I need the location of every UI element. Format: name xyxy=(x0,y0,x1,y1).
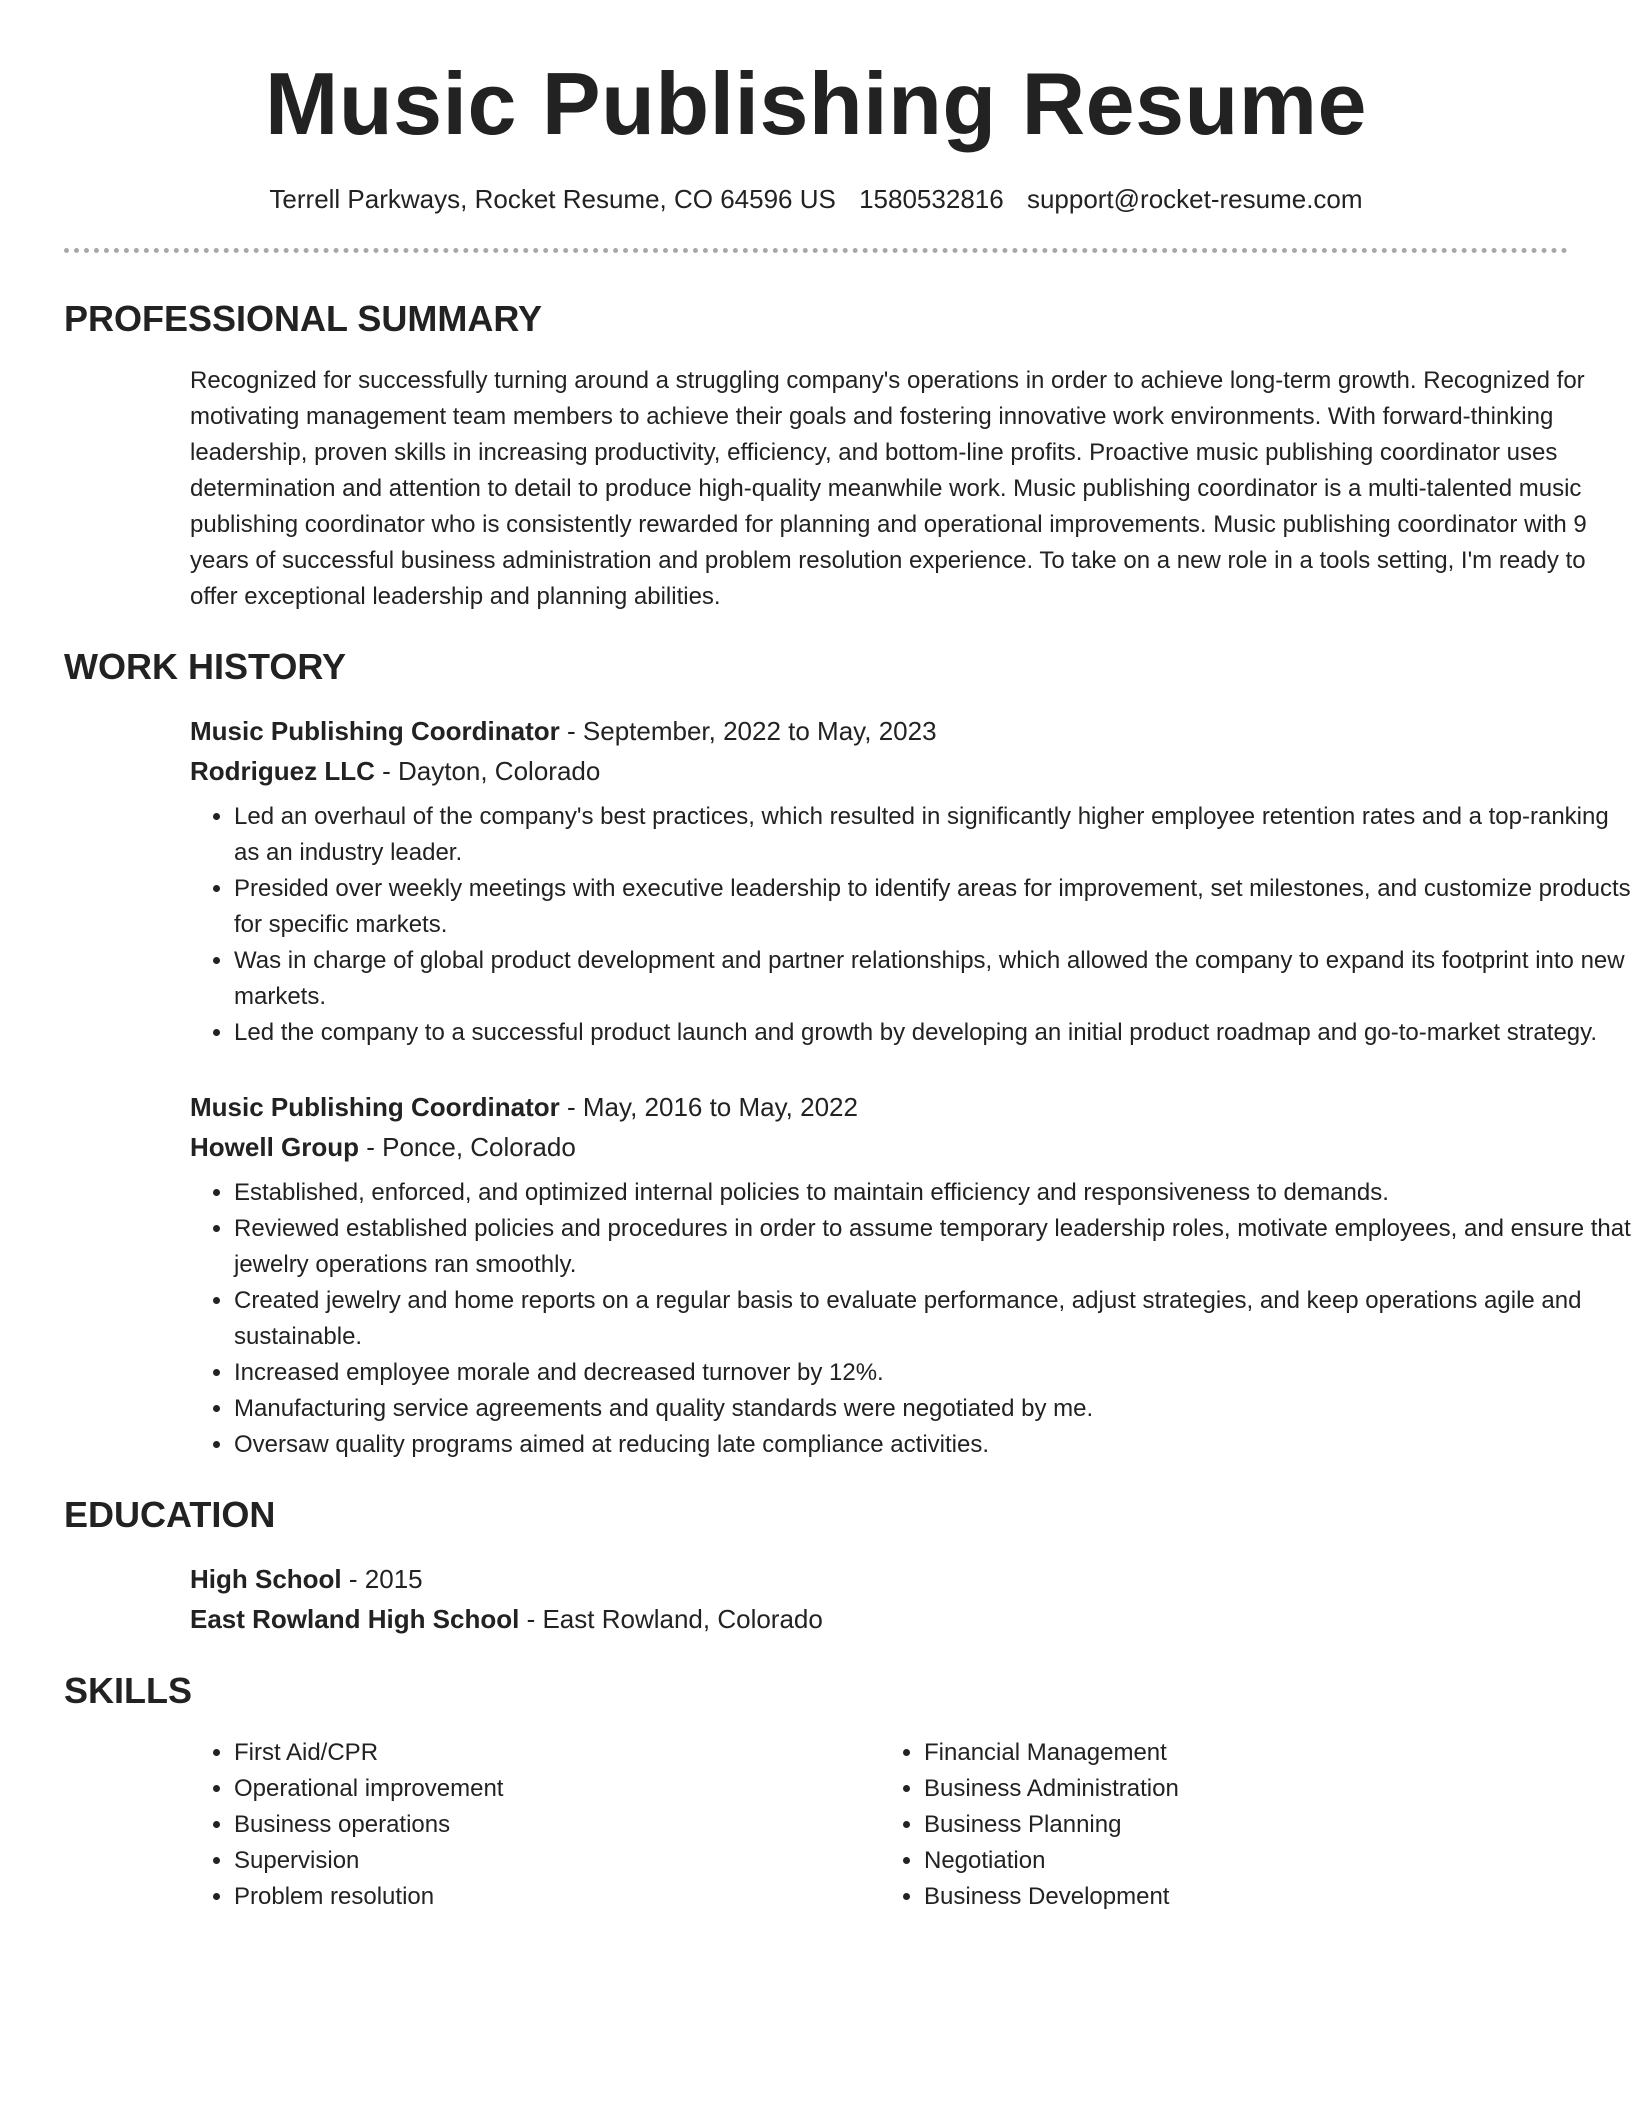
job-bullets xyxy=(190,1175,1632,1463)
list-item: • Was in charge of global product development and partner relationships, which allowed the company to expand its footprint into new markets. xyxy=(234,943,1632,1015)
summary-text: Recognized for successfully turning around a struggling company's operations in order to achieve long-term growth. Recognized for motivating management team members to achieve their goals and fostering innovative work environments. With forward-thinking leadership, proven skills in increasing productivity, efficiency, and bottom-line profits. Proactive music publishing coordinator uses determination and attention to detail to produce high-quality meanwhile work. Music publishing coordinator is a multi-talented music publishing coordinator who is consistently rewarded for planning and operational improvements. Music publishing coordinator with 9 years of successful business administration and problem resolution experience. To take on a new role in a tools setting, I'm ready to offer exceptional leadership and planning abilities. xyxy=(190,367,1587,610)
job-company-line xyxy=(190,1127,1568,1167)
job-title: Music Publishing Coordinator xyxy=(190,1092,560,1122)
education-location: - East Rowland, Colorado xyxy=(519,1604,823,1634)
job-entry xyxy=(190,711,1631,1051)
contact-email: support@rocket-resume.com xyxy=(1026,184,1363,214)
education-degree-line xyxy=(190,1559,1568,1599)
section-heading-education: EDUCATION xyxy=(64,1494,276,1535)
section-heading-summary: PROFESSIONAL SUMMARY xyxy=(64,298,543,339)
list-item: • Increased employee morale and decreased turnover by 12%. xyxy=(234,1355,1632,1391)
list-item: • Established, enforced, and optimized internal policies to maintain efficiency and responsiveness to demands. xyxy=(234,1175,1632,1211)
skills-column-left xyxy=(190,1735,880,1915)
contact-line xyxy=(64,182,1568,216)
list-item: • Reviewed established policies and procedures in order to assume temporary leadership roles, motivate employees, and ensure that jewelry operations ran smoothly. xyxy=(234,1211,1632,1283)
job-bullets xyxy=(190,799,1632,1051)
job-title: Music Publishing Coordinator xyxy=(190,716,560,746)
skills-grid xyxy=(190,1735,1570,1915)
job-dates: - May, 2016 to May, 2022 xyxy=(559,1092,858,1122)
job-company: Rodriguez LLC xyxy=(190,756,375,786)
list-item: • Led the company to a successful product launch and growth by developing an initial product roadmap and go-to-market strategy. xyxy=(234,1015,1632,1051)
skill-item: • Business operations xyxy=(234,1807,880,1843)
section-heading-work-history: WORK HISTORY xyxy=(64,646,347,687)
contact-phone: 1580532816 xyxy=(859,184,1004,214)
job-company-line xyxy=(190,751,1568,791)
skill-item: • Operational improvement xyxy=(234,1771,880,1807)
job-location: - Ponce, Colorado xyxy=(359,1132,576,1162)
skill-item: • Problem resolution xyxy=(234,1879,880,1915)
skill-item: • Negotiation xyxy=(924,1843,1570,1879)
work-history-list xyxy=(190,711,1631,1463)
job-company: Howell Group xyxy=(190,1132,359,1162)
section-heading-skills: SKILLS xyxy=(64,1670,193,1711)
skill-item: • Supervision xyxy=(234,1843,880,1879)
list-item: • Led an overhaul of the company's best practices, which resulted in significantly higher employee retention rates and a top-ranking as an industry leader. xyxy=(234,799,1632,871)
list-item: • Created jewelry and home reports on a regular basis to evaluate performance, adjust strategies, and keep operations agile and sustainable. xyxy=(234,1283,1632,1355)
list-item: • Manufacturing service agreements and quality standards were negotiated by me. xyxy=(234,1391,1632,1427)
resume-title: Music Publishing Resume xyxy=(265,54,1367,153)
header-divider xyxy=(64,248,1568,253)
job-location: - Dayton, Colorado xyxy=(374,756,601,786)
job-title-line xyxy=(190,711,1568,751)
education-entry xyxy=(190,1559,1568,1639)
skill-item: • Financial Management xyxy=(924,1735,1570,1771)
skill-item: • First Aid/CPR xyxy=(234,1735,880,1771)
skills-column-right xyxy=(880,1735,1570,1915)
skill-item: • Business Administration xyxy=(924,1771,1570,1807)
contact-address: Terrell Parkways, Rocket Resume, CO 64596 US xyxy=(269,184,836,214)
list-item: • Oversaw quality programs aimed at reducing late compliance activities. xyxy=(234,1427,1632,1463)
education-school-line xyxy=(190,1599,1568,1639)
education-school: East Rowland High School xyxy=(190,1604,520,1634)
education-degree: High School xyxy=(190,1564,342,1594)
list-item: • Presided over weekly meetings with executive leadership to identify areas for improvement, set milestones, and customize products for specific markets. xyxy=(234,871,1632,943)
job-dates: - September, 2022 to May, 2023 xyxy=(559,716,937,746)
skill-item: • Business Planning xyxy=(924,1807,1570,1843)
education-year: - 2015 xyxy=(341,1564,423,1594)
job-entry xyxy=(190,1087,1631,1463)
skill-item: • Business Development xyxy=(924,1879,1570,1915)
job-title-line xyxy=(190,1087,1568,1127)
